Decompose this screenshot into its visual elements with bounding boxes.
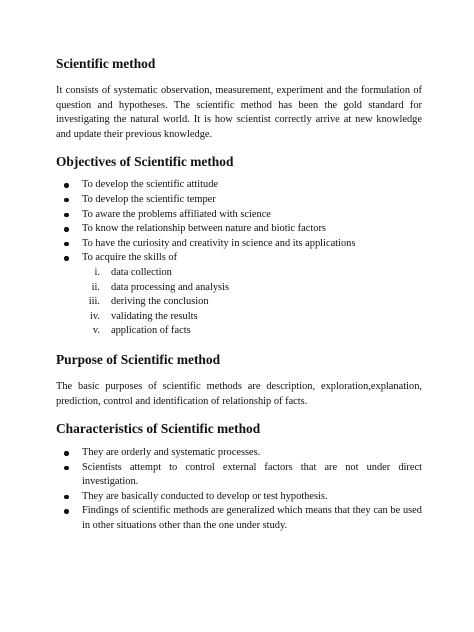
list-item: [56, 266, 422, 281]
list-item-text: To acquire the skills of: [82, 252, 178, 264]
list-item-text: They are basically conducted to develop or test hypothesis.: [82, 490, 328, 502]
list-item-text: To aware the problems affiliated with science: [82, 208, 271, 220]
list-item: [56, 208, 422, 223]
list-item: [56, 193, 422, 208]
characteristics-list: [56, 446, 422, 534]
list-item: [56, 490, 422, 505]
bullet-icon: [64, 198, 69, 203]
list-item-text: To develop the scientific attitude: [82, 179, 219, 191]
list-item: [56, 281, 422, 296]
purpose-paragraph: The basic purposes of scientific methods are description, exploration,explanation, prediction, control and identification of relationship of facts.: [56, 380, 422, 407]
list-number: iii.: [88, 296, 100, 308]
bullet-icon: [64, 256, 69, 261]
section-title-objectives: Objectives of Scientific method: [56, 154, 234, 170]
bullet-icon: [64, 451, 69, 456]
list-item: [56, 237, 422, 252]
list-item: [56, 310, 422, 325]
bullet-icon: [64, 183, 69, 188]
list-item: [56, 461, 422, 490]
list-item-text: deriving the conclusion: [111, 296, 209, 308]
list-item-text: To develop the scientific temper: [82, 193, 216, 205]
bullet-icon: [64, 466, 69, 471]
section-title-scientific-method: Scientific method: [56, 56, 156, 71]
list-item: [56, 178, 422, 193]
list-item-text: They are orderly and systematic processes.: [82, 447, 261, 459]
list-item-text: Findings of scientific methods are generalized which means that they can be used in other situations other than the one under study.: [82, 505, 422, 532]
bullet-icon: [64, 242, 69, 247]
list-item: [56, 446, 422, 461]
section-title-purpose: Purpose of Scientific method: [56, 351, 221, 367]
list-item: [56, 295, 422, 310]
list-item-text: validating the results: [111, 310, 198, 322]
list-item-text: application of facts: [111, 325, 191, 337]
list-item-text: To know the relationship between nature and biotic factors: [82, 223, 326, 235]
list-number: v.: [92, 325, 100, 337]
bullet-icon: [64, 509, 69, 514]
bullet-icon: [64, 213, 69, 218]
list-item-text: To have the curiosity and creativity in science and its applications: [82, 237, 356, 249]
list-item: [56, 504, 422, 533]
list-item-text: data processing and analysis: [111, 281, 230, 293]
list-item-text: data collection: [111, 266, 172, 278]
skills-list: [56, 266, 422, 339]
bullet-icon: [64, 227, 69, 232]
list-number: ii.: [91, 281, 100, 293]
bullet-icon: [64, 495, 69, 500]
objectives-list: [56, 178, 422, 266]
list-item: [56, 222, 422, 237]
list-item: [56, 324, 422, 339]
list-item: [56, 251, 422, 266]
list-item-text: Scientists attempt to control external factors that are not under direct investigation.: [82, 461, 422, 488]
list-number: i.: [94, 266, 100, 278]
scientific-method-paragraph: It consists of systematic observation, measurement, experiment and the formulation of question and hypotheses. The scientific method has been the gold standard for investigating the natural world. It is how scientist correctly arrive at new knowledge and update their previous knowledge.: [56, 85, 422, 140]
list-number: iv.: [89, 310, 100, 322]
section-title-characteristics: Characteristics of Scientific method: [56, 421, 261, 437]
